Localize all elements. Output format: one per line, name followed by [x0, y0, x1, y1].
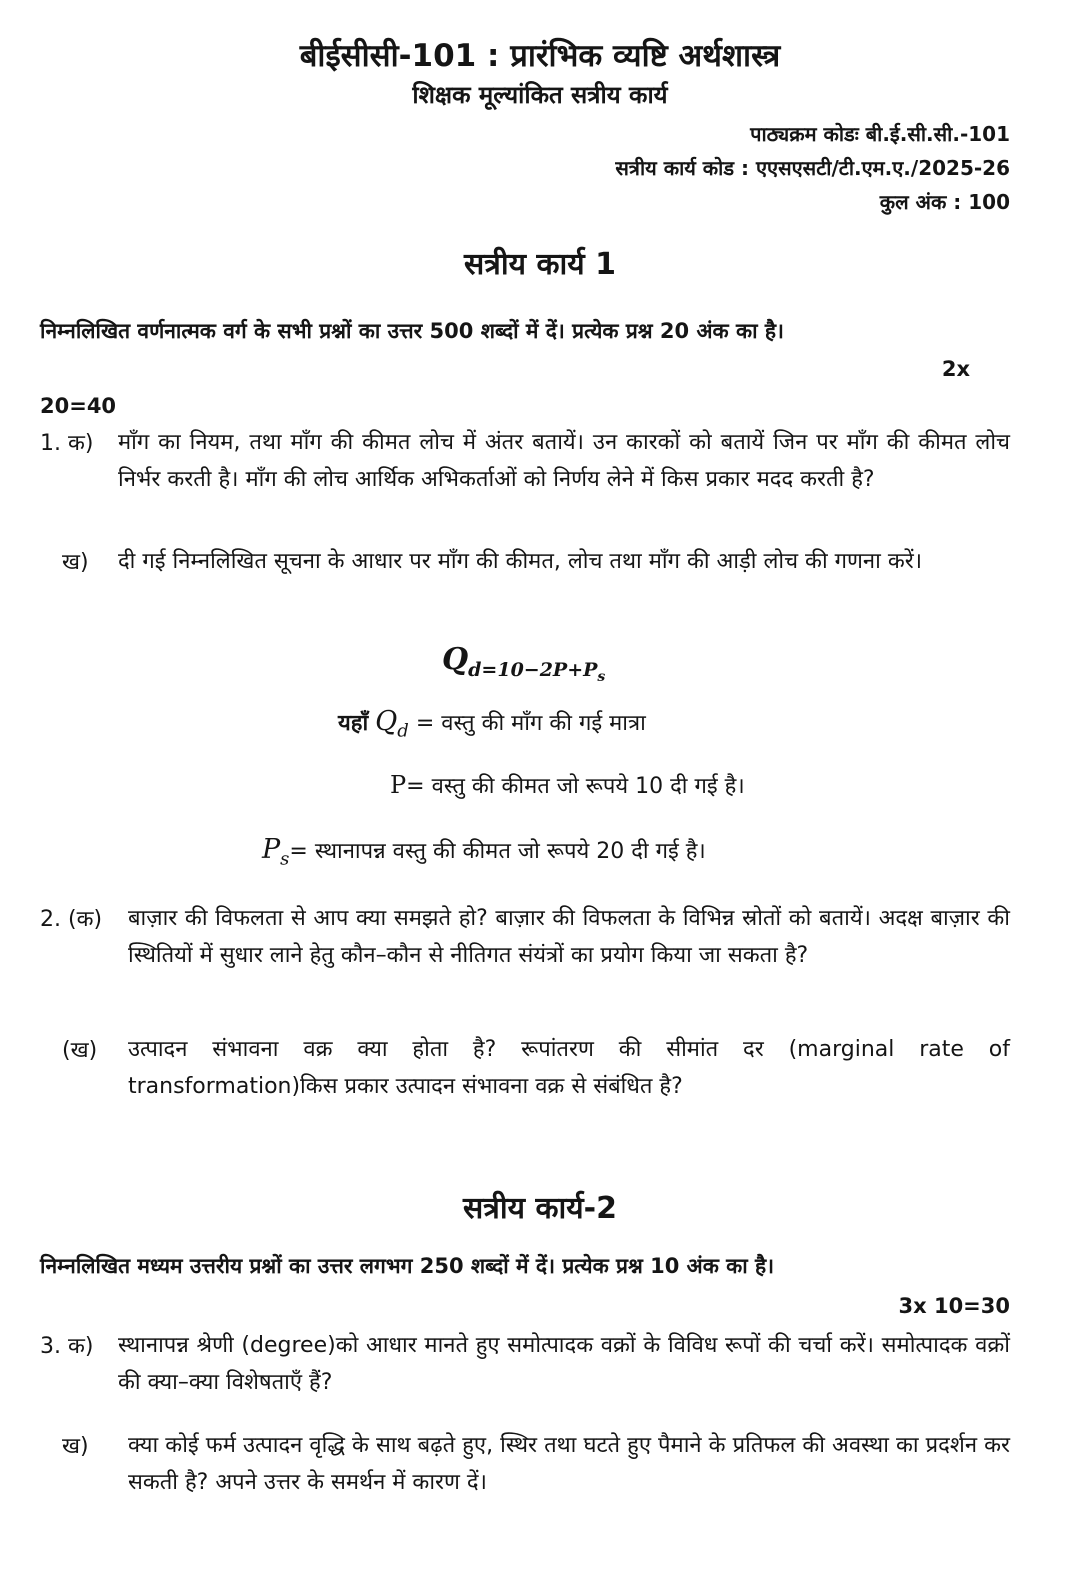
section1-marks-multiplier: 2x	[941, 357, 970, 381]
demand-formula: $Q_{d=10-2P+P_s}$	[442, 642, 606, 685]
section2-marks: 3x 10=30	[898, 1294, 1010, 1318]
section2-instruction: निम्नलिखित मध्यम उत्तरीय प्रश्नों का उत्तर लगभग 250 शब्दों में दें। प्रत्येक प्रश्न 10 अंक का है।	[40, 1254, 775, 1278]
q2-number: 2. (क)	[40, 907, 103, 932]
total-marks: कुल अंक : 100	[879, 190, 1010, 214]
q3-text: स्थानापन्न श्रेणी (degree)को आधार मानते हुए समोत्पादक वक्रों के विविध रूपों की चर्चा करें। समोत्पादक वक्रों की क्या–क्या विशेषताएँ हैं?	[118, 1333, 1010, 1395]
section1-marks-total: 20=40	[40, 394, 117, 418]
q3-number: 3. क)	[40, 1334, 94, 1359]
q2-text: बाज़ार की विफलता से आप क्या समझते हो? बाज़ार की विफलता के विभिन्न स्रोतों को बतायें। अदक्ष बाज़ार की स्थितियों में सुधार लाने हेतु कौन–कौन से नीतिगत संयंत्रों का प्रयोग किया जा सकता है?	[128, 906, 1010, 968]
q2-sub-text: उत्पादन संभावना वक्र क्या होता है? रूपांतरण की सीमांत दर (marginal rate of transformation)किस प्रकार उत्पादन संभावना वक्र से संबंधित है?	[128, 1037, 1010, 1099]
q1-sub-label: ख)	[62, 550, 89, 575]
course-code: पाठ्यक्रम कोडः बी.ई.सी.सी.-101	[750, 122, 1010, 146]
q1-number: 1. क)	[40, 431, 94, 456]
definition-qd: यहाँ $Q_d$ = वस्तु की माँग की गई मात्रा	[338, 706, 646, 742]
document-title: बीईसीसी-101 : प्रारंभिक व्यष्टि अर्थशास्त्र	[299, 38, 781, 74]
section2-title: सत्रीय कार्य-2	[463, 1191, 617, 1226]
q3-sub-text: क्या कोई फर्म उत्पादन वृद्धि के साथ बढ़ते हुए, स्थिर तथा घटते हुए पैमाने के प्रतिफल की अवस्था का प्रदर्शन कर सकती है? अपने उत्तर के समर्थन में कारण दें।	[128, 1433, 1010, 1495]
section1-instruction: निम्नलिखित वर्णनात्मक वर्ग के सभी प्रश्नों का उत्तर 500 शब्दों में दें। प्रत्येक प्रश्न 20 अंक का है।	[40, 319, 784, 343]
assignment-code: सत्रीय कार्य कोड : एएसएसटी/टी.एम.ए./2025-26	[615, 156, 1010, 180]
q1-sub-text: दी गई निम्नलिखित सूचना के आधार पर माँग की कीमत, लोच तथा माँग की आड़ी लोच की गणना करें।	[118, 549, 923, 574]
definition-ps: $P_s=$ स्थानापन्न वस्तु की कीमत जो रूपये 20 दी गई है।	[262, 834, 706, 870]
q3-sub-label: ख)	[62, 1434, 89, 1459]
q2-sub-label: (ख)	[62, 1038, 98, 1063]
q1-text: माँग का नियम, तथा माँग की कीमत लोच में अंतर बतायें। उन कारकों को बतायें जिन पर माँग की कीमत लोच निर्भर करती है। माँग की लोच आर्थिक अभिकर्ताओं को निर्णय लेने में किस प्रकार मदद करती है?	[118, 430, 1010, 492]
document-subtitle: शिक्षक मूल्यांकित सत्रीय कार्य	[412, 81, 668, 109]
definition-p: P= वस्तु की कीमत जो रूपये 10 दी गई है।	[390, 771, 745, 799]
section1-title: सत्रीय कार्य 1	[464, 247, 616, 282]
